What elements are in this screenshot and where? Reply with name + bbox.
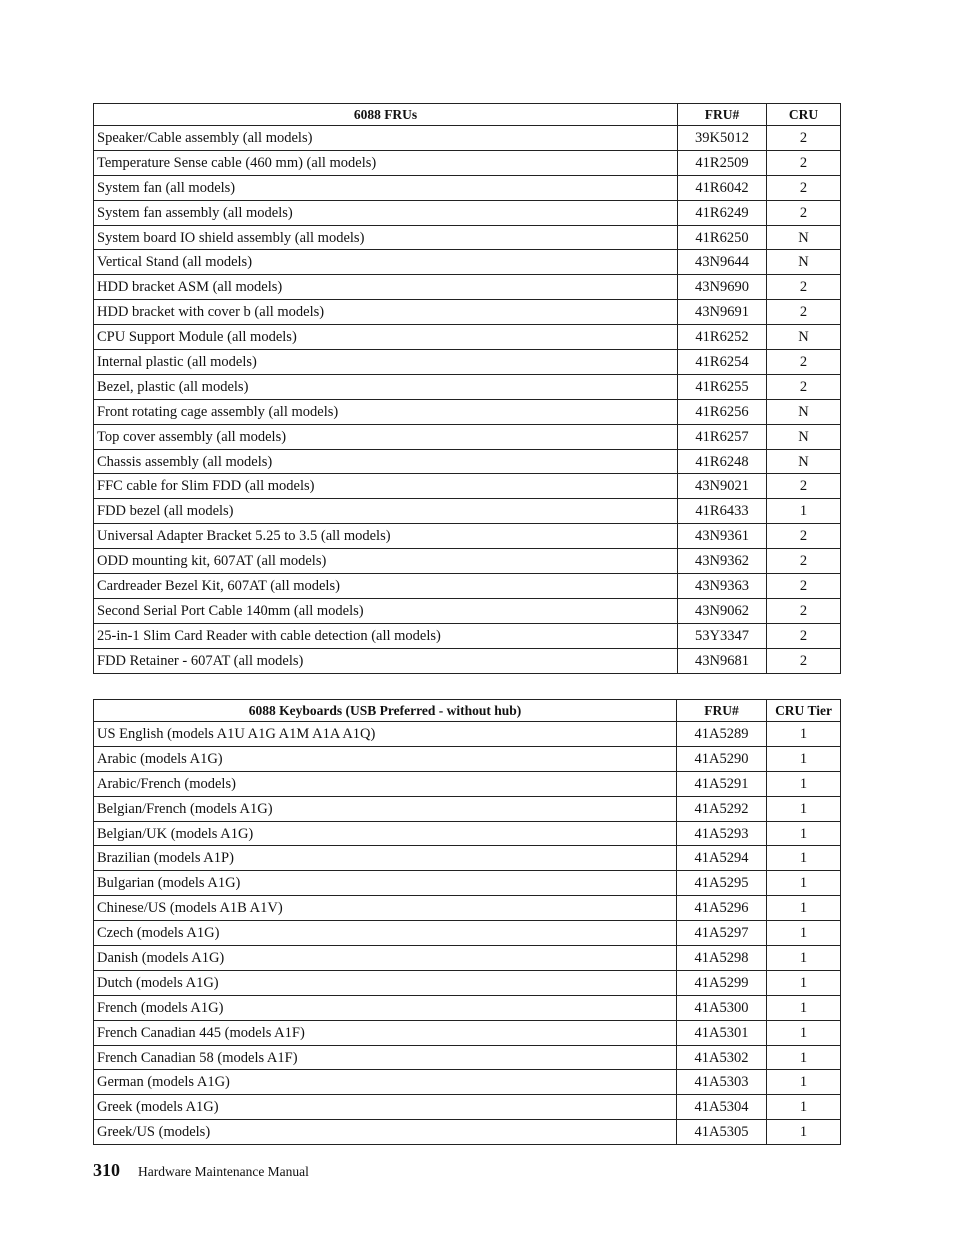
- cru-tier: 1: [767, 921, 841, 946]
- part-description: Second Serial Port Cable 140mm (all models): [94, 598, 678, 623]
- fru-number: 41R2509: [678, 150, 767, 175]
- cru-tier: 1: [767, 995, 841, 1020]
- fru-number: 41A5304: [677, 1095, 767, 1120]
- cru-tier: 1: [767, 1095, 841, 1120]
- fru-number: 43N9363: [678, 574, 767, 599]
- part-description: Bulgarian (models A1G): [94, 871, 677, 896]
- table-row: [94, 574, 841, 599]
- cru-tier: 2: [767, 474, 841, 499]
- table-row: [94, 970, 841, 995]
- cru-tier: 1: [767, 896, 841, 921]
- fru-number: 43N9681: [678, 648, 767, 673]
- table-row: [94, 846, 841, 871]
- table-row: [94, 1045, 841, 1070]
- table-row: [94, 946, 841, 971]
- column-header-fru-number: FRU#: [678, 104, 767, 126]
- part-description: Belgian/UK (models A1G): [94, 821, 677, 846]
- table-row: [94, 175, 841, 200]
- fru-number: 43N9062: [678, 598, 767, 623]
- part-description: System fan (all models): [94, 175, 678, 200]
- fru-number: 41A5294: [677, 846, 767, 871]
- part-description: FDD bezel (all models): [94, 499, 678, 524]
- part-description: Vertical Stand (all models): [94, 250, 678, 275]
- part-description: Front rotating cage assembly (all models): [94, 399, 678, 424]
- table-row: [94, 424, 841, 449]
- table-row: [94, 746, 841, 771]
- part-description: 25-in-1 Slim Card Reader with cable detection (all models): [94, 623, 678, 648]
- part-description: Brazilian (models A1P): [94, 846, 677, 871]
- table-row: [94, 474, 841, 499]
- fru-number: 41A5300: [677, 995, 767, 1020]
- cru-tier: 1: [767, 946, 841, 971]
- part-description: Dutch (models A1G): [94, 970, 677, 995]
- part-description: Chinese/US (models A1B A1V): [94, 896, 677, 921]
- fru-number: 41A5305: [677, 1120, 767, 1145]
- fru-number: 43N9361: [678, 524, 767, 549]
- column-header-fru-number: FRU#: [677, 700, 767, 722]
- table-row: [94, 1095, 841, 1120]
- table-row: [94, 399, 841, 424]
- part-description: Bezel, plastic (all models): [94, 374, 678, 399]
- fru-number: 41R6250: [678, 225, 767, 250]
- fru-number: 41R6255: [678, 374, 767, 399]
- cru-tier: N: [767, 225, 841, 250]
- cru-tier: 1: [767, 746, 841, 771]
- table-row: [94, 225, 841, 250]
- fru-number: 41R6256: [678, 399, 767, 424]
- cru-tier: 2: [767, 648, 841, 673]
- fru-number: 41R6252: [678, 325, 767, 350]
- fru-number: 53Y3347: [678, 623, 767, 648]
- table-row: [94, 871, 841, 896]
- cru-tier: 2: [767, 598, 841, 623]
- cru-tier: 2: [767, 374, 841, 399]
- fru-number: 41R6042: [678, 175, 767, 200]
- table-row: [94, 374, 841, 399]
- table-row: [94, 1070, 841, 1095]
- part-description: US English (models A1U A1G A1M A1A A1Q): [94, 722, 677, 747]
- cru-tier: 1: [767, 796, 841, 821]
- table-row: [94, 549, 841, 574]
- cru-tier: 2: [767, 350, 841, 375]
- part-description: Danish (models A1G): [94, 946, 677, 971]
- fru-number: 43N9021: [678, 474, 767, 499]
- table-row: [94, 921, 841, 946]
- part-description: French (models A1G): [94, 995, 677, 1020]
- fru-number: 41A5298: [677, 946, 767, 971]
- cru-tier: 1: [767, 846, 841, 871]
- cru-tier: N: [767, 399, 841, 424]
- part-description: HDD bracket ASM (all models): [94, 275, 678, 300]
- part-description: Chassis assembly (all models): [94, 449, 678, 474]
- table-row: [94, 350, 841, 375]
- cru-tier: 2: [767, 275, 841, 300]
- table-row: [94, 524, 841, 549]
- fru-number: 41A5302: [677, 1045, 767, 1070]
- cru-tier: 2: [767, 126, 841, 151]
- fru-number: 41R6254: [678, 350, 767, 375]
- cru-tier: 1: [767, 499, 841, 524]
- fru-number: 41A5292: [677, 796, 767, 821]
- part-description: Cardreader Bezel Kit, 607AT (all models): [94, 574, 678, 599]
- cru-tier: 1: [767, 1045, 841, 1070]
- fru-number: 41A5296: [677, 896, 767, 921]
- part-description: Belgian/French (models A1G): [94, 796, 677, 821]
- cru-tier: N: [767, 250, 841, 275]
- part-description: Greek/US (models): [94, 1120, 677, 1145]
- cru-tier: 1: [767, 970, 841, 995]
- part-description: Top cover assembly (all models): [94, 424, 678, 449]
- cru-tier: 2: [767, 200, 841, 225]
- part-description: Czech (models A1G): [94, 921, 677, 946]
- cru-tier: 1: [767, 1020, 841, 1045]
- fru-number: 41A5301: [677, 1020, 767, 1045]
- cru-tier: 2: [767, 574, 841, 599]
- part-description: System board IO shield assembly (all models): [94, 225, 678, 250]
- cru-tier: 1: [767, 821, 841, 846]
- column-header-description: 6088 Keyboards (USB Preferred - without hub): [94, 700, 677, 722]
- table-row: [94, 1120, 841, 1145]
- cru-tier: 2: [767, 300, 841, 325]
- table-row: [94, 275, 841, 300]
- cru-tier: 1: [767, 1070, 841, 1095]
- cru-tier: 2: [767, 623, 841, 648]
- page-footer: [93, 1160, 309, 1181]
- fru-table: [93, 103, 841, 674]
- part-description: French Canadian 445 (models A1F): [94, 1020, 677, 1045]
- fru-number: 41R6249: [678, 200, 767, 225]
- table-row: [94, 499, 841, 524]
- page-number: 310: [93, 1160, 120, 1180]
- fru-number: 41A5293: [677, 821, 767, 846]
- part-description: Arabic (models A1G): [94, 746, 677, 771]
- cru-tier: 2: [767, 175, 841, 200]
- table-row: [94, 995, 841, 1020]
- part-description: French Canadian 58 (models A1F): [94, 1045, 677, 1070]
- cru-tier: 1: [767, 871, 841, 896]
- fru-number: 43N9362: [678, 549, 767, 574]
- table-row: [94, 821, 841, 846]
- cru-tier: N: [767, 449, 841, 474]
- table-row: [94, 796, 841, 821]
- fru-number: 39K5012: [678, 126, 767, 151]
- manual-title: Hardware Maintenance Manual: [138, 1164, 309, 1179]
- table-row: [94, 250, 841, 275]
- table-row: [94, 623, 841, 648]
- table-row: [94, 150, 841, 175]
- column-header-description: 6088 FRUs: [94, 104, 678, 126]
- part-description: FDD Retainer - 607AT (all models): [94, 648, 678, 673]
- table-row: [94, 200, 841, 225]
- table-row: [94, 896, 841, 921]
- fru-number: 41A5303: [677, 1070, 767, 1095]
- fru-number: 41A5297: [677, 921, 767, 946]
- column-header-cru: CRU: [767, 104, 841, 126]
- cru-tier: 2: [767, 150, 841, 175]
- keyboard-fru-table: [93, 699, 841, 1145]
- column-header-cru-tier: CRU Tier: [767, 700, 841, 722]
- cru-tier: N: [767, 325, 841, 350]
- table-row: [94, 598, 841, 623]
- table-row: [94, 722, 841, 747]
- part-description: Speaker/Cable assembly (all models): [94, 126, 678, 151]
- fru-number: 43N9644: [678, 250, 767, 275]
- fru-number: 41A5290: [677, 746, 767, 771]
- table-row: [94, 449, 841, 474]
- part-description: Universal Adapter Bracket 5.25 to 3.5 (all models): [94, 524, 678, 549]
- part-description: Temperature Sense cable (460 mm) (all models): [94, 150, 678, 175]
- fru-number: 41R6248: [678, 449, 767, 474]
- part-description: FFC cable for Slim FDD (all models): [94, 474, 678, 499]
- part-description: ODD mounting kit, 607AT (all models): [94, 549, 678, 574]
- table-header-row: [94, 700, 841, 722]
- part-description: Greek (models A1G): [94, 1095, 677, 1120]
- table-row: [94, 300, 841, 325]
- cru-tier: 1: [767, 771, 841, 796]
- table-row: [94, 1020, 841, 1045]
- part-description: CPU Support Module (all models): [94, 325, 678, 350]
- fru-number: 41A5289: [677, 722, 767, 747]
- fru-number: 41A5295: [677, 871, 767, 896]
- cru-tier: 2: [767, 524, 841, 549]
- table-row: [94, 126, 841, 151]
- part-description: System fan assembly (all models): [94, 200, 678, 225]
- fru-number: 43N9691: [678, 300, 767, 325]
- part-description: Arabic/French (models): [94, 771, 677, 796]
- cru-tier: 1: [767, 1120, 841, 1145]
- cru-tier: N: [767, 424, 841, 449]
- fru-number: 43N9690: [678, 275, 767, 300]
- part-description: HDD bracket with cover b (all models): [94, 300, 678, 325]
- fru-number: 41A5291: [677, 771, 767, 796]
- part-description: Internal plastic (all models): [94, 350, 678, 375]
- cru-tier: 2: [767, 549, 841, 574]
- table-row: [94, 648, 841, 673]
- fru-number: 41R6433: [678, 499, 767, 524]
- table-header-row: [94, 104, 841, 126]
- table-row: [94, 771, 841, 796]
- table-row: [94, 325, 841, 350]
- cru-tier: 1: [767, 722, 841, 747]
- part-description: German (models A1G): [94, 1070, 677, 1095]
- fru-number: 41A5299: [677, 970, 767, 995]
- fru-number: 41R6257: [678, 424, 767, 449]
